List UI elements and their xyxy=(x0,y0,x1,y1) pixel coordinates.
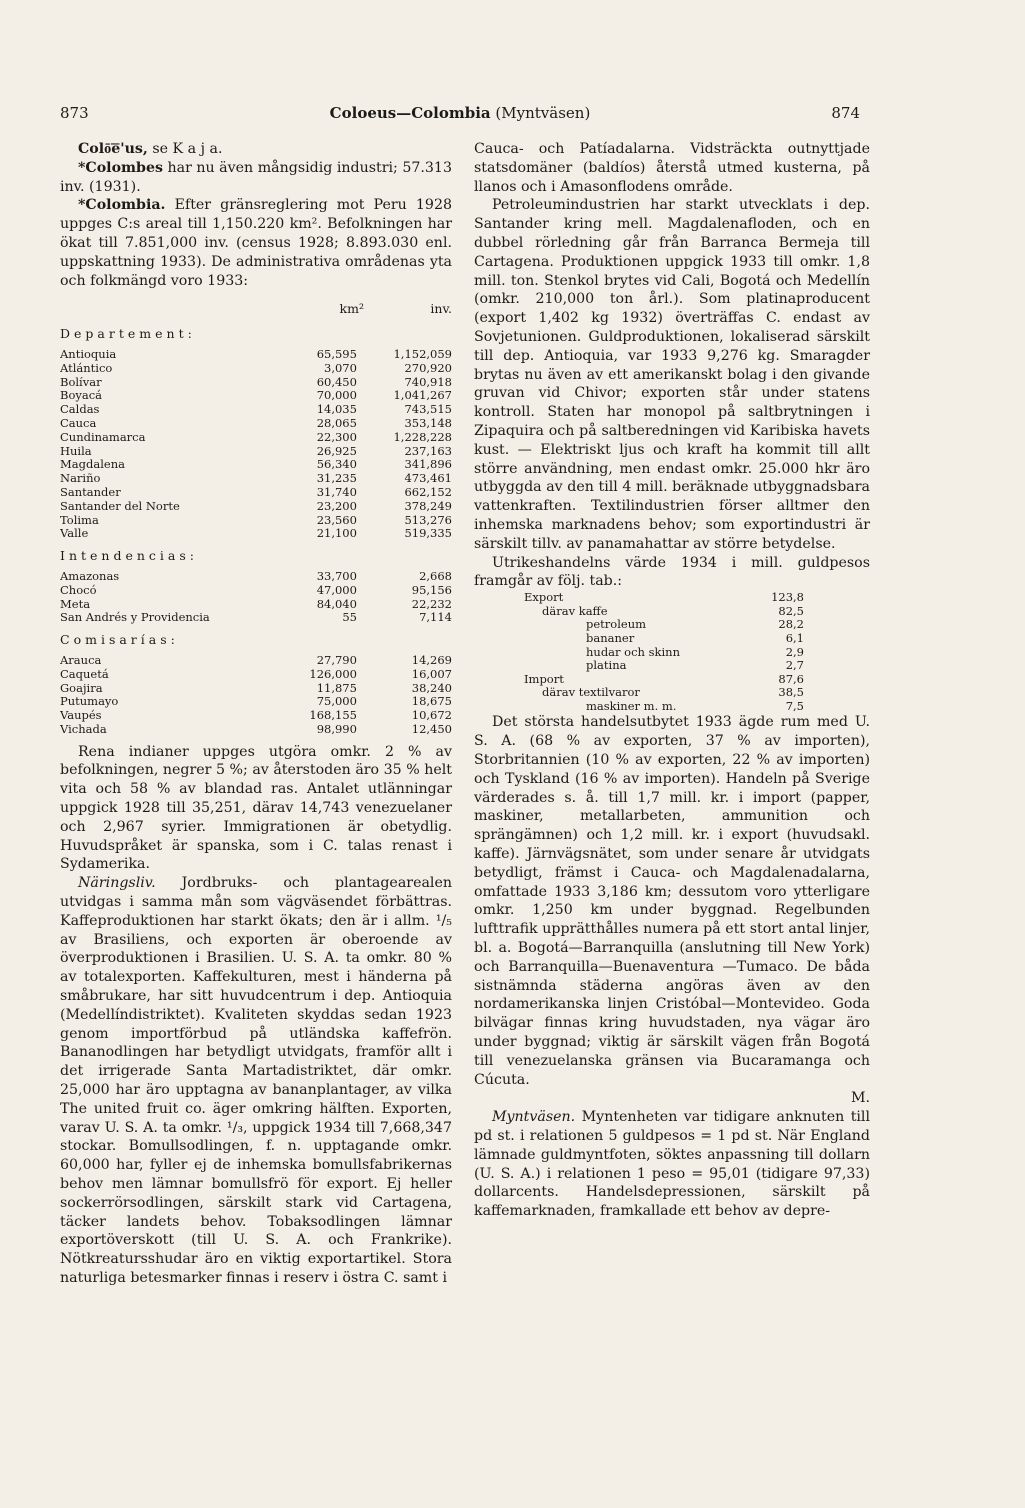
departement-table xyxy=(60,348,452,541)
trade-label: därav kaffe xyxy=(542,604,608,618)
population-value: 1,228,228 xyxy=(393,429,452,444)
paragraph-cauca: Cauca- och Patíadalarna. Vidsträckta outnyttjade statsdomäner (baldíos) återstå utmed kusterna, på llanos och i Amasonflodens område. xyxy=(474,141,870,195)
page-header xyxy=(60,104,860,126)
region-name: Nariño xyxy=(60,472,101,486)
area-value: 84,040 xyxy=(316,596,357,611)
population-value: 353,148 xyxy=(404,415,452,430)
section-text: Jordbruks- och plantagearealen utvidgas i samma mån som vägväsendet förbättras. Kaffeproduktionen har starkt ökats; den är i allm. ¹/₅ av Brasiliens, och exporten är oberoende av överproduktionen i Brasilien. U. S. A. ta omkr. 80 % av totalexporten. Kaffekulturen, mest i händerna på småbrukare, har sitt huvudcentrum i dep. Antioquia (Medellíndistriktet). Kvaliteten skyddas sedan 1923 genom importförbud på utländska kaffefrön. Bananodlingen har betydligt utvidgats, framför allt i det irrigerade Santa Martadistriktet, där omkr. 25,000 har äro upptagna av bananplantager, av vilka The united fruit co. äger omkring hälften. Exporten, varav U. S. A. ta omkr. ¹/₃, uppgick 1934 till 7,668,347 stockar. Bomullsodlingen, f. n. upptagande omkr. 60,000 har, fyller ej de inhemska bomullsfabrikernas behov men lämnar bomullsfrö för export. Ej heller sockerrörsodlingen, särskilt stark vid Cartagena, täcker landets behov. Tobaksodlingen lämnar exportöverskott (till U. S. A. och Frankrike). Nötkreatursshudar äro en viktig exportartikel. Stora naturliga betesmarker finnas i reserv i östra C. samt i xyxy=(60,875,452,1286)
trade-label: bananer xyxy=(586,631,635,645)
table-row xyxy=(60,723,452,737)
trade-row xyxy=(524,659,804,673)
trade-value: 87,6 xyxy=(778,671,804,686)
region-name: Chocó xyxy=(60,583,97,597)
table-row xyxy=(60,709,452,723)
area-value: 47,000 xyxy=(316,582,357,597)
right-column xyxy=(474,140,870,1221)
trade-label: Export xyxy=(524,591,564,605)
table-row xyxy=(60,514,452,528)
column-header-km: km² xyxy=(339,301,364,317)
region-name: San Andrés y Providencia xyxy=(60,611,210,625)
table-row xyxy=(60,570,452,584)
table-row xyxy=(60,500,452,514)
region-name: Vaupés xyxy=(60,709,102,723)
trade-value: 6,1 xyxy=(785,630,804,645)
trade-value: 82,5 xyxy=(778,603,804,618)
population-value: 743,515 xyxy=(404,402,452,417)
region-name: Tolima xyxy=(60,513,99,527)
area-value: 3,070 xyxy=(324,360,357,375)
trade-value: 28,2 xyxy=(778,617,804,632)
population-value: 341,896 xyxy=(404,457,452,472)
entry-text: har nu även mångsidig industri; 57.313 inv. (1931). xyxy=(60,159,452,195)
table-row xyxy=(60,668,452,682)
trade-label: maskiner m. m. xyxy=(586,699,677,713)
author-signature: M. xyxy=(850,1090,870,1107)
table-row xyxy=(60,472,452,486)
region-name: Goajira xyxy=(60,681,103,695)
trade-row xyxy=(524,632,804,646)
trade-value: 123,8 xyxy=(771,590,804,605)
table-row xyxy=(60,584,452,598)
area-value: 23,560 xyxy=(316,512,357,527)
region-name: Arauca xyxy=(60,653,102,667)
area-value: 31,740 xyxy=(316,484,357,499)
entry-term: Colō͞e'us, xyxy=(78,141,148,157)
population-value: 16,007 xyxy=(411,666,452,681)
area-value: 65,595 xyxy=(316,346,357,361)
population-value: 378,249 xyxy=(404,498,452,513)
table-row xyxy=(60,431,452,445)
population-value: 1,041,267 xyxy=(393,388,452,403)
population-value: 95,156 xyxy=(411,582,452,597)
paragraph-myntvasen xyxy=(474,1108,870,1221)
trade-row xyxy=(524,646,804,660)
paragraph-naringsliv xyxy=(60,874,452,1288)
table-row xyxy=(60,654,452,668)
region-name: Vichada xyxy=(60,722,107,736)
table-row xyxy=(60,417,452,431)
paragraph-trade-intro: Utrikeshandelns värde 1934 i mill. guldpesos framgår av följ. tab.: xyxy=(474,554,870,590)
table-row xyxy=(60,348,452,362)
running-title xyxy=(60,104,860,122)
area-value: 98,990 xyxy=(316,721,357,736)
entry-term: *Colombes xyxy=(78,159,163,176)
page-number-right: 874 xyxy=(831,104,860,122)
area-value: 75,000 xyxy=(316,694,357,709)
column-header-inv: inv. xyxy=(430,301,452,317)
area-value: 126,000 xyxy=(309,666,357,681)
area-value: 168,155 xyxy=(309,708,357,723)
region-name: Meta xyxy=(60,597,91,611)
entry-term: *Colombia. xyxy=(78,197,166,214)
area-value: 28,065 xyxy=(316,415,357,430)
region-name: Cundinamarca xyxy=(60,430,146,444)
population-value: 1,152,059 xyxy=(393,346,452,361)
region-name: Antioquia xyxy=(60,347,117,361)
region-name: Caldas xyxy=(60,403,100,417)
region-name: Amazonas xyxy=(60,569,120,583)
table-row xyxy=(60,486,452,500)
paragraph-trade: Det största handelsutbytet 1933 ägde rum med U. S. A. (68 % av exporten, 37 % av importen), Storbritannien (10 % av exporten, 22 % av importen) och Tyskland (16 % av importen). Handeln på Sverige värderades s. å. till 1,7 mill. kr. i import (papper, maskiner, metallarbeten, ammunition och sprängämnen) och 1,2 mill. kr. i export (huvudsakl. kaffe). Järnvägsnätet, som under senare år utvidgats betydligt, främst i Cauca- och Magdalenadalarna, omfattade 1933 3,186 km; dessutom voro ytterligare omkr. 1,250 km under byggnad. Regelbunden lufttrafik upprätthålles numera på ett stort antal linjer, bl. a. Bogotá—Barranquilla (anslutning till New York) och Barranquilla—Buenaventura —Tumaco. De båda sistnämnda städerna angöras även av den nordamerikanska linjen Cristóbal—Montevideo. Goda bilvägar finnas kring huvudstaden, nya vägar äro under byggnad; viktig är särskilt vägen från Bogotá till venezuelanska gränsen via Bucaramanga och Cúcuta. xyxy=(474,714,870,1088)
region-name: Magdalena xyxy=(60,458,125,472)
table-row xyxy=(60,611,452,625)
table-row xyxy=(60,682,452,696)
entry-text: Efter gränsreglering mot Peru 1928 uppges C:s areal till 1,150.220 km². Befolkningen har ökat till 7.851,000 inv. (census 1928; 8.893.030 enl. uppskattning 1933). De administrativa områdenas yta och folkmängd voro 1933: xyxy=(60,197,452,289)
entry-colombes xyxy=(60,159,452,197)
trade-row xyxy=(524,686,804,700)
population-value: 12,450 xyxy=(411,721,452,736)
population-value: 513,276 xyxy=(404,512,452,527)
region-name: Valle xyxy=(60,527,89,541)
area-value: 23,200 xyxy=(316,498,357,513)
population-value: 270,920 xyxy=(404,360,452,375)
population-value: 662,152 xyxy=(404,484,452,499)
page-number-left: 873 xyxy=(60,104,89,122)
region-name: Atlántico xyxy=(60,361,113,375)
trade-row xyxy=(524,605,804,619)
area-value: 14,035 xyxy=(316,402,357,417)
area-value: 60,450 xyxy=(316,374,357,389)
region-name: Putumayo xyxy=(60,695,119,709)
trade-value: 2,9 xyxy=(785,644,804,659)
area-value: 21,100 xyxy=(316,526,357,541)
table-column-headers xyxy=(60,300,452,319)
population-value: 10,672 xyxy=(411,708,452,723)
trade-label: petroleum xyxy=(586,618,647,632)
trade-value: 2,7 xyxy=(785,658,804,673)
running-title-sub: (Myntväsen) xyxy=(495,104,591,122)
region-name: Huila xyxy=(60,444,92,458)
section-label-intendencias: Intendencias: xyxy=(60,548,198,564)
area-value: 70,000 xyxy=(316,388,357,403)
section-label-comisarias: Comisarías: xyxy=(60,632,179,648)
area-value: 31,235 xyxy=(316,471,357,486)
population-value: 740,918 xyxy=(404,374,452,389)
area-value: 27,790 xyxy=(316,652,357,667)
table-row xyxy=(60,695,452,709)
population-value: 473,461 xyxy=(404,471,452,486)
population-value: 7,114 xyxy=(419,610,452,625)
trade-row xyxy=(524,618,804,632)
intendencias-table xyxy=(60,570,452,625)
section-lead: Myntväsen. xyxy=(492,1109,576,1126)
table-row xyxy=(60,403,452,417)
trade-label: därav textilvaror xyxy=(542,686,640,700)
region-name: Caquetá xyxy=(60,667,109,681)
left-column xyxy=(60,140,452,1288)
entry-colombia xyxy=(60,196,452,290)
population-value: 237,163 xyxy=(404,443,452,458)
area-value: 22,300 xyxy=(316,429,357,444)
trade-label: hudar och skinn xyxy=(586,645,680,659)
area-value: 55 xyxy=(342,610,357,625)
population-value: 18,675 xyxy=(411,694,452,709)
paragraph-petroleum: Petroleumindustrien har starkt utvecklats i dep. Santander kring mell. Magdalenafloden, och en dubbel rörledning går från Barranca Bermeja till Cartagena. Produktionen uppgick 1933 till omkr. 1,8 mill. ton. Stenkol brytes vid Cali, Bogotá och Medellín (omkr. 210,000 ton årl.). Som platinaproducent (export 1,402 kg 1932) överträffas C. endast av Sovjetunionen. Guldproduktionen, lokaliserad särskilt till dep. Antioquia, var 1933 9,276 kg. Smaragder brytas nu även av ett amerikanskt bolag i den givande gruvan vid Chivor; exporten står under statens kontroll. Staten har monopol på saltbrytningen i Zipaquira och på saltberedningen vid Karibiska havets kust. — Elektriskt ljus och kraft ha kommit till allt större användning, men endast omkr. 25.000 hkr äro utbyggda av den till 4 mill. beräknade utbyggnadsbara vattenkraften. Textilindustrien förser alltmer den inhemska marknadens behov; som exportindustri är särskilt tillv. av panamahattar av större betydelse. xyxy=(474,197,870,552)
trade-row xyxy=(524,591,804,605)
table-row xyxy=(60,598,452,612)
table-row xyxy=(60,445,452,459)
running-title-main: Coloeus—Colombia xyxy=(329,104,491,122)
table-row xyxy=(60,389,452,403)
region-name: Boyacá xyxy=(60,389,103,403)
region-name: Cauca xyxy=(60,416,97,430)
table-row xyxy=(60,458,452,472)
comisarias-table xyxy=(60,654,452,737)
entry-coloeus xyxy=(60,140,452,159)
trade-row xyxy=(524,673,804,687)
area-value: 56,340 xyxy=(316,457,357,472)
paragraph-population: Rena indianer uppges utgöra omkr. 2 % av befolkningen, negrer 5 %; av återstoden äro 35 % helt vita och 58 % av blandad ras. Antalet utlänningar uppgick 1928 till 35,251, därav 14,743 venezuelaner och 2,967 syrier. Immigrationen är obetydlig. Huvudspråket är spanska, som i C. talas renast i Sydamerika. xyxy=(60,743,452,873)
region-name: Bolívar xyxy=(60,375,102,389)
population-value: 519,335 xyxy=(404,526,452,541)
trade-value: 7,5 xyxy=(785,698,804,713)
trade-label: Import xyxy=(524,672,564,686)
population-value: 14,269 xyxy=(411,652,452,667)
table-row xyxy=(60,376,452,390)
section-lead: Näringsliv. xyxy=(78,875,156,892)
area-value: 33,700 xyxy=(316,568,357,583)
trade-label: platina xyxy=(586,659,627,673)
trade-row xyxy=(524,700,804,714)
population-value: 22,232 xyxy=(411,596,452,611)
table-row xyxy=(60,527,452,541)
trade-table xyxy=(524,591,804,713)
region-name: Santander xyxy=(60,485,121,499)
area-value: 11,875 xyxy=(316,680,357,695)
section-text: Myntenheten var tidigare anknuten till pd st. i relationen 5 guldpesos = 1 pd st. När England lämnade guldmyntfoten, söktes anpassning till dollarn (U. S. A.) i relationen 1 peso = 95,01 (tidigare 97,33) dollarcents. Handelsdepressionen, särskilt på kaffemarknaden, framkallade ett behov av depre- xyxy=(474,1109,871,1220)
population-value: 38,240 xyxy=(411,680,452,695)
section-label-departement: Departement: xyxy=(60,326,196,342)
entry-text: se K a j a. xyxy=(152,141,223,157)
area-value: 26,925 xyxy=(316,443,357,458)
table-row xyxy=(60,362,452,376)
population-value: 2,668 xyxy=(419,568,452,583)
region-name: Santander del Norte xyxy=(60,499,180,513)
trade-value: 38,5 xyxy=(778,685,804,700)
